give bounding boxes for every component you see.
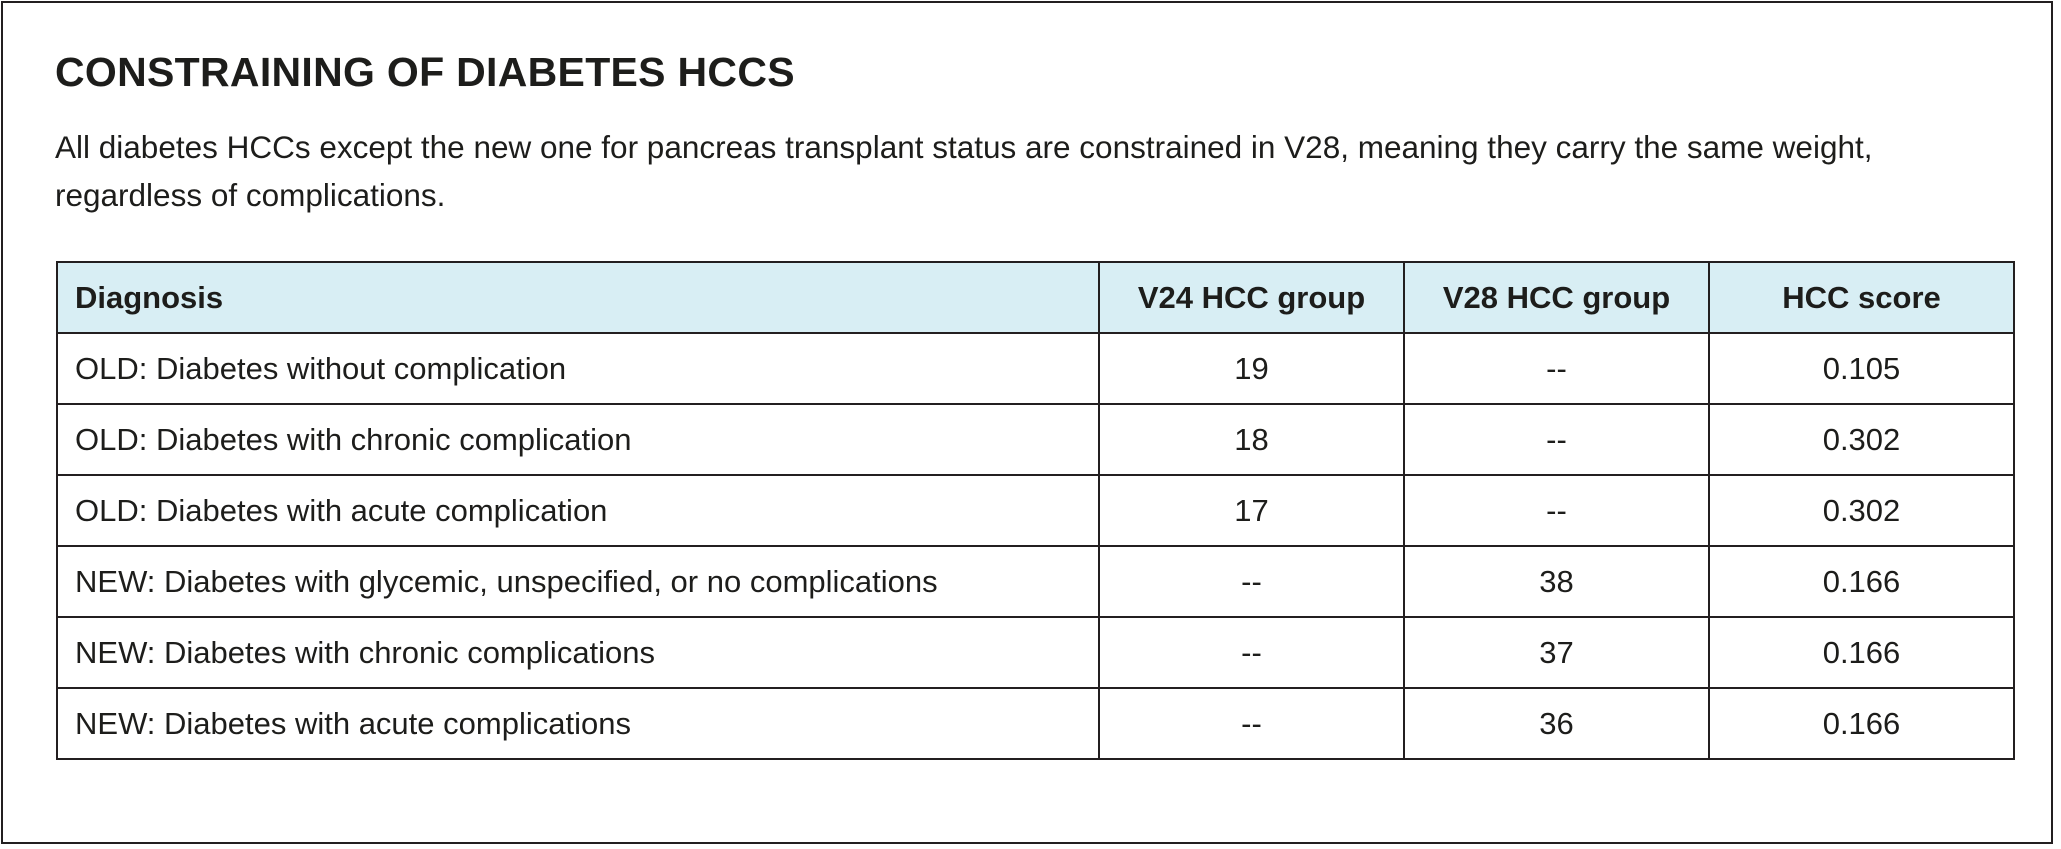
cell-diagnosis: OLD: Diabetes with chronic complication	[57, 404, 1099, 475]
cell-v24-hcc-group: 17	[1099, 475, 1404, 546]
header-hcc-score: HCC score	[1709, 262, 2014, 333]
cell-hcc-score: 0.105	[1709, 333, 2014, 404]
table-row	[57, 404, 2014, 475]
figure-description: All diabetes HCCs except the new one for pancreas transplant status are constrained in V28, meaning they carry the same weight, regardless of complications.	[55, 129, 1873, 213]
table-row	[57, 617, 2014, 688]
table-header-row	[57, 262, 2014, 333]
cell-v24-hcc-group: --	[1099, 546, 1404, 617]
cell-hcc-score: 0.302	[1709, 475, 2014, 546]
cell-v24-hcc-group: --	[1099, 688, 1404, 759]
cell-v28-hcc-group: --	[1404, 404, 1709, 475]
header-v24-hcc-group: V24 HCC group	[1099, 262, 1404, 333]
cell-v28-hcc-group: --	[1404, 333, 1709, 404]
cell-diagnosis: NEW: Diabetes with acute complications	[57, 688, 1099, 759]
cell-v28-hcc-group: 37	[1404, 617, 1709, 688]
cell-hcc-score: 0.166	[1709, 546, 2014, 617]
table-row	[57, 333, 2014, 404]
cell-hcc-score: 0.166	[1709, 688, 2014, 759]
hcc-table	[56, 261, 2015, 760]
cell-v24-hcc-group: 19	[1099, 333, 1404, 404]
cell-diagnosis: NEW: Diabetes with glycemic, unspecified, or no complications	[57, 546, 1099, 617]
header-diagnosis: Diagnosis	[57, 262, 1099, 333]
cell-v28-hcc-group: 36	[1404, 688, 1709, 759]
cell-v24-hcc-group: --	[1099, 617, 1404, 688]
table-row	[57, 546, 2014, 617]
cell-hcc-score: 0.166	[1709, 617, 2014, 688]
figure-title: CONSTRAINING OF DIABETES HCCS	[55, 49, 795, 95]
cell-diagnosis: NEW: Diabetes with chronic complications	[57, 617, 1099, 688]
table-row	[57, 475, 2014, 546]
header-v28-hcc-group: V28 HCC group	[1404, 262, 1709, 333]
cell-v24-hcc-group: 18	[1099, 404, 1404, 475]
cell-diagnosis: OLD: Diabetes with acute complication	[57, 475, 1099, 546]
figure-frame	[1, 1, 2053, 844]
cell-hcc-score: 0.302	[1709, 404, 2014, 475]
cell-v28-hcc-group: --	[1404, 475, 1709, 546]
table-row	[57, 688, 2014, 759]
cell-diagnosis: OLD: Diabetes without complication	[57, 333, 1099, 404]
cell-v28-hcc-group: 38	[1404, 546, 1709, 617]
